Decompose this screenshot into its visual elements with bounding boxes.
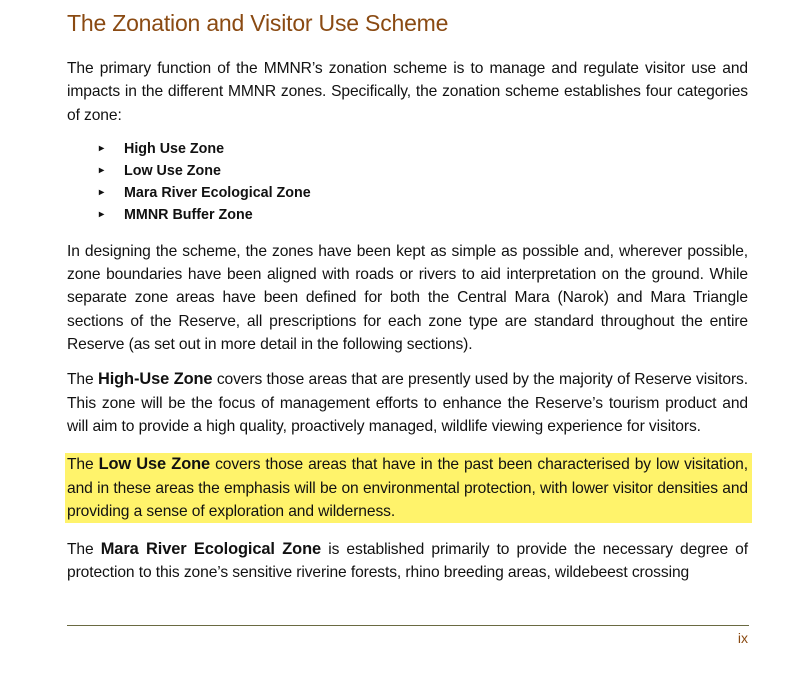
zone-name: Low Use Zone xyxy=(124,162,221,179)
low-use-term: Low Use Zone xyxy=(98,455,211,474)
high-use-paragraph xyxy=(67,368,748,438)
bullet-arrow-icon: ▸ xyxy=(99,208,105,220)
bullet-arrow-icon: ▸ xyxy=(99,164,105,176)
paragraph-lead: The xyxy=(67,371,98,389)
zone-name: High Use Zone xyxy=(124,140,225,157)
zone-name: Mara River Ecological Zone xyxy=(124,184,311,201)
page-number: ix xyxy=(737,630,748,646)
paragraph-lead: The xyxy=(67,456,99,474)
section-heading: The Zonation and Visitor Use Scheme xyxy=(67,10,449,36)
list-item xyxy=(67,160,748,182)
paragraph-text: covers those areas that have in the past been characterised by low visitation, and in these areas the emphasis will be on environmental protection, with lower visitor densities and providing a sense of exploration and wilderness. xyxy=(67,456,748,520)
paragraph-text: covers those areas that are presently used by the majority of Reserve visitors. This zone will be the focus of management efforts to enhance the Reserve’s tourism product and will aim to provide a high quality, proactively managed, wildlife viewing experience for visitors. xyxy=(67,371,748,435)
body-content xyxy=(67,57,748,585)
design-paragraph: In designing the scheme, the zones have been kept as simple as possible and, wherever possible, zone boundaries have been aligned with roads or rivers to aid interpretation on the ground. While separate zone areas have been defined for both the Central Mara (Narok) and Mara Triangle sections of the Reserve, all prescriptions for each zone type are standard throughout the entire Reserve (as set out in more detail in the following sections). xyxy=(67,242,748,354)
bullet-arrow-icon: ▸ xyxy=(99,186,105,198)
zone-category-list xyxy=(67,138,748,226)
high-use-term: High-Use Zone xyxy=(97,370,213,389)
footer-rule xyxy=(67,625,749,626)
intro-paragraph: The primary function of the MMNR’s zonation scheme is to manage and regulate visitor use and impacts in the different MMNR zones. Specifically, the zonation scheme establishes four categories of zone: xyxy=(67,60,748,124)
paragraph-text: is established primarily to provide the necessary degree of protection to this zone’s sensitive riverine forests, rhino breeding areas, wildebeest crossing xyxy=(67,541,748,582)
zone-name: MMNR Buffer Zone xyxy=(124,206,253,223)
list-item xyxy=(67,204,748,226)
list-item xyxy=(67,138,748,160)
paragraph-lead: The xyxy=(67,541,101,559)
mara-river-term: Mara River Ecological Zone xyxy=(100,540,322,559)
mara-river-paragraph xyxy=(67,538,748,585)
low-use-paragraph-highlighted xyxy=(67,453,748,523)
list-item xyxy=(67,182,748,204)
bullet-arrow-icon: ▸ xyxy=(99,142,105,154)
